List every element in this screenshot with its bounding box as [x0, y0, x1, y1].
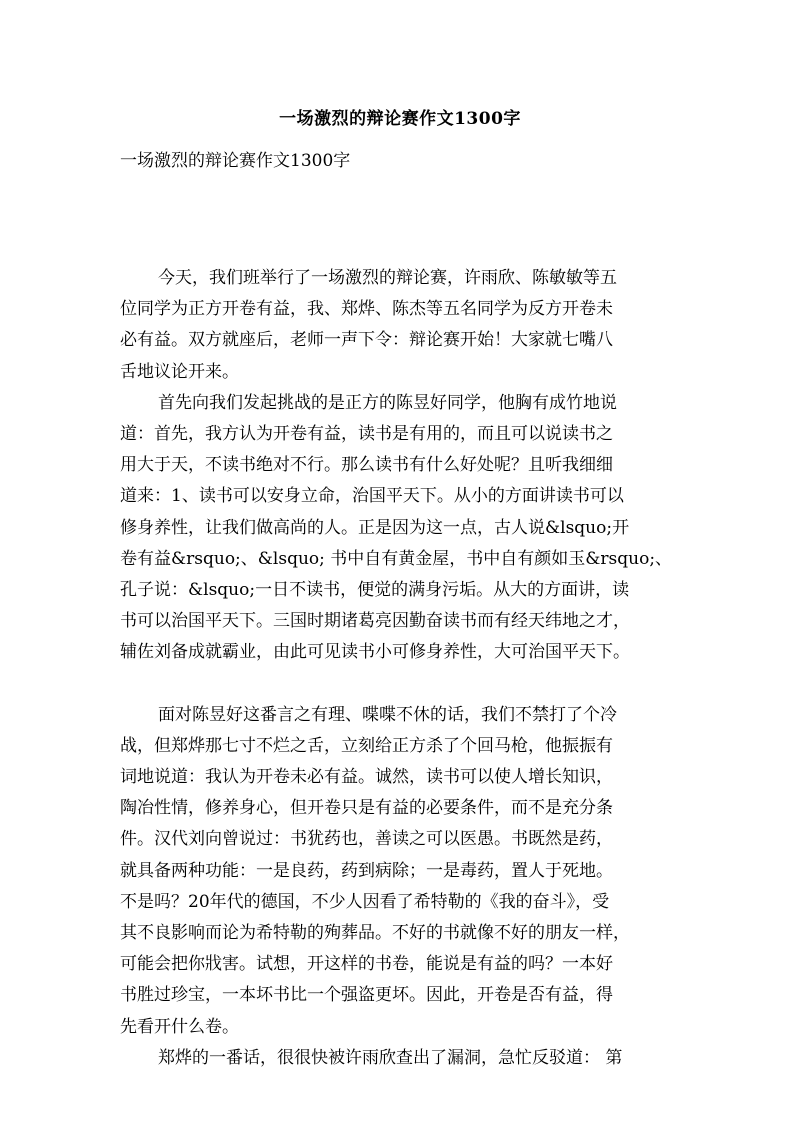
text-line: 孔子说：&lsquo;一日不读书，便觉的满身污垢。从大的方面讲，读 [120, 579, 630, 600]
text-line: 其不良影响而论为希特勒的殉葬品。不好的书就像不好的朋友一样， [120, 922, 630, 943]
text-line: 今天，我们班举行了一场激烈的辩论赛，许雨欣、陈敏敏等五 [158, 268, 617, 288]
text-line: 书胜过珍宝，一本坏书比一个强盗更坏。因此，开卷是否有益，得 [120, 985, 613, 1006]
text-line: 必有益。双方就座后，老师一声下令：辩论赛开始！大家就七嘴八 [120, 330, 613, 351]
text-line: 件。汉代刘向曾说过：书犹药也，善读之可以医愚。书既然是药， [120, 829, 613, 850]
text-line: 面对陈昱好这番言之有理、喋喋不休的话，我们不禁打了个冷 [158, 704, 617, 725]
text-line: 道来：1、读书可以安身立命，治国平天下。从小的方面讲读书可以 [120, 486, 624, 507]
text-line: 用大于天，不读书绝对不行。那么读书有什么好处呢？且听我细细 [120, 455, 613, 476]
text-line: 先看开什么卷。 [120, 1016, 239, 1037]
text-line: 词地说道：我认为开卷未必有益。诚然，读书可以使人增长知识， [120, 767, 613, 787]
text-line: 不是吗？20年代的德国，不少人因看了希特勒的《我的奋斗》，受 [120, 891, 610, 912]
text-line: 辅佐刘备成就霸业，由此可见读书小可修身养性，大可治国平天下。 [120, 642, 630, 663]
text-line: 战，但郑烨那七寸不烂之舌，立刻给正方杀了个回马枪，他振振有 [120, 735, 613, 756]
text-line: 首先向我们发起挑战的是正方的陈昱好同学，他胸有成竹地说 [158, 392, 617, 413]
document-body [120, 263, 680, 1074]
text-line: 位同学为正方开卷有益，我、郑烨、陈杰等五名同学为反方开卷未 [120, 299, 613, 320]
text-line: 卷有益&rsquo;、&lsquo; 书中自有黄金屋，书中自有颜如玉&rsquo;、 [120, 548, 673, 569]
text-line: 书可以治国平天下。三国时期诸葛亮因勤奋读书而有经天纬地之才， [120, 611, 630, 632]
text-line: 就具备两种功能：一是良药，药到病除；一是毒药，置人于死地。 [120, 860, 613, 881]
text-line: 舌地议论开来。 [120, 361, 239, 382]
text-line: 修身养性，让我们做高尚的人。正是因为这一点，古人说&lsquo;开 [120, 517, 630, 538]
paragraph-gap [120, 668, 680, 699]
document-subtitle: 一场激烈的辩论赛作文1300字 [120, 151, 351, 171]
document-title: 一场激烈的辩论赛作文1300字 [279, 109, 521, 129]
text-line: 陶冶性情，修养身心，但开卷只是有益的必要条件，而不是充分条 [120, 798, 613, 819]
text-line: 道：首先，我方认为开卷有益，读书是有用的，而且可以说读书之 [120, 423, 613, 444]
text-line: 可能会把你戕害。试想，开这样的书卷，能说是有益的吗？一本好 [120, 954, 613, 975]
text-line: 郑烨的一番话，很很快被许雨欣查出了漏洞，急忙反驳道： 第 [158, 1047, 623, 1068]
